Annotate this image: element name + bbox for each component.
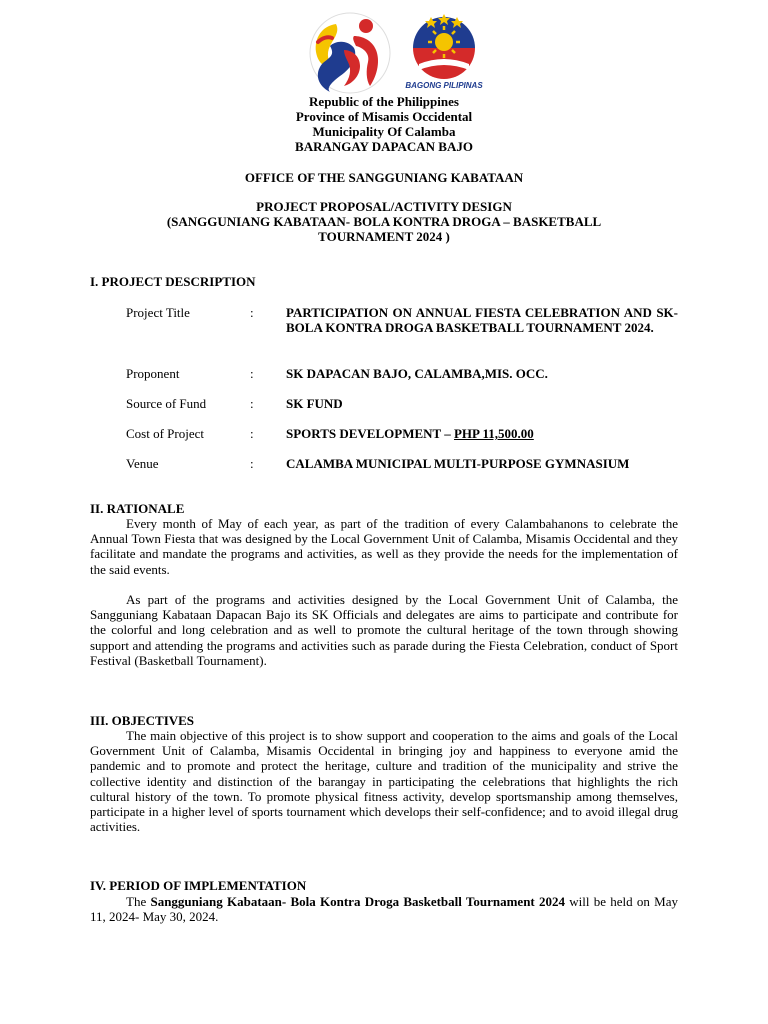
proposal-line-1: PROJECT PROPOSAL/ACTIVITY DESIGN bbox=[256, 199, 512, 214]
period-event-name: Sangguniang Kabataan- Bola Kontra Droga Basketball Tournament 2024 bbox=[150, 894, 566, 909]
venue-label: Venue bbox=[126, 456, 159, 471]
header-republic: Republic of the Philippines bbox=[309, 94, 459, 109]
colon: : bbox=[250, 456, 254, 471]
source-of-fund-label: Source of Fund bbox=[126, 396, 207, 411]
section-title-objectives: III. OBJECTIVES bbox=[90, 713, 195, 728]
proponent-label: Proponent bbox=[126, 366, 180, 381]
cost-of-project-value bbox=[286, 426, 678, 441]
cost-amount: PHP 11,500.00 bbox=[453, 426, 534, 441]
section-title-rationale: II. RATIONALE bbox=[90, 501, 185, 516]
rationale-paragraph-2: As part of the programs and activities designed by the Local Government Unit of Calamba, the Sangguniang Kabataan Dapacan Bajo its SK Officials and delegates are aims to participate and contribute for the colorful and long celebration and as well to promote the cultural heritage of the town through showing support and attending the programs and activities such as parade during the Fiesta Celebration, conduct of Sport Festival (Basketball Tournament). bbox=[90, 592, 678, 668]
bagong-pilipinas-text: BAGONG PILIPINAS bbox=[405, 81, 483, 90]
objectives-paragraph: The main objective of this project is to show support and cooperation to the aims and goals of the Local Government Unit of Calamba, Misamis Occidental in bringing joy and happiness to everyone amid the pandemic and to promote and protect the heritage, culture and tradition of the municipality and strive the collective identity and distinction of the barangay in participating the celebrations that highlights the rich cultural history of the town. To promote physical fitness activity, develop sportsmanship among themselves, participate in a higher level of sports tournament which develops their self-confidence; and to avoid illegal drug activities. bbox=[90, 728, 678, 835]
proponent-value: SK DAPACAN BAJO, CALAMBA,MIS. OCC. bbox=[286, 366, 548, 381]
proposal-line-2: (SANGGUNIANG KABATAAN- BOLA KONTRA DROGA – BASKETBALL bbox=[166, 214, 602, 229]
bagong-pilipinas-emblem bbox=[403, 14, 485, 82]
cost-category: SPORTS DEVELOPMENT – bbox=[286, 426, 454, 441]
colon: : bbox=[250, 396, 254, 411]
project-title-value: PARTICIPATION ON ANNUAL FIESTA CELEBRATION AND SK- BOLA KONTRA DROGA BASKETBALL TOURNAMENT 2024. bbox=[286, 305, 678, 335]
rationale-paragraph-1: Every month of May of each year, as part of the tradition of every Calambahanons to celebrate the Annual Town Fiesta that was designed by the Local Government Unit of Calamba, Misamis Occidental and they facilitate and mandate the programs and activities, as well as they provide the needs for the implementation of the said events. bbox=[90, 516, 678, 577]
cost-of-project-label: Cost of Project bbox=[126, 426, 204, 441]
bagong-pilipinas-logo bbox=[403, 14, 485, 94]
period-prefix: The bbox=[126, 894, 151, 909]
section-title-period-of-implementation: IV. PERIOD OF IMPLEMENTATION bbox=[90, 878, 307, 893]
source-of-fund-value: SK FUND bbox=[286, 396, 343, 411]
logo-area bbox=[0, 12, 768, 94]
document-header bbox=[0, 94, 768, 154]
colon: : bbox=[250, 426, 254, 441]
project-title-label: Project Title bbox=[126, 305, 190, 320]
venue-value: CALAMBA MUNICIPAL MULTI-PURPOSE GYMNASIUM bbox=[286, 456, 630, 471]
office-title: OFFICE OF THE SANGGUNIANG KABATAAN bbox=[244, 170, 524, 185]
header-municipality: Municipality Of Calamba bbox=[312, 124, 456, 139]
proposal-line-3: TOURNAMENT 2024 ) bbox=[318, 229, 450, 244]
section-title-project-description: I. PROJECT DESCRIPTION bbox=[90, 274, 256, 289]
proposal-title bbox=[100, 199, 668, 244]
header-barangay: BARANGAY DAPACAN BAJO bbox=[295, 139, 473, 154]
colon: : bbox=[250, 305, 254, 320]
period-paragraph bbox=[90, 894, 678, 924]
period-dates: will be held on May 11, 2024- May 30, 2024. bbox=[90, 894, 678, 925]
header-province: Province of Misamis Occidental bbox=[295, 109, 473, 124]
colon: : bbox=[250, 366, 254, 381]
sangguniang-kabataan-logo bbox=[300, 12, 400, 94]
